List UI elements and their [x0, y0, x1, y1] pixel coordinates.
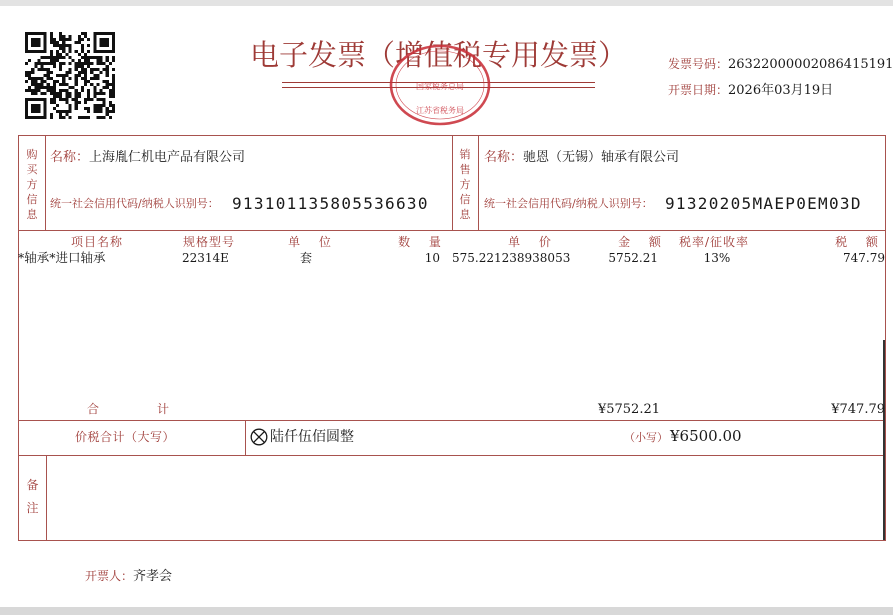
buyer-name [50, 151, 245, 164]
page-edge-line [883, 340, 885, 540]
total-amount: ¥5752.21 [597, 402, 660, 417]
seal-text-bottom: 江苏省税务局 [416, 106, 464, 115]
column-header-unit-price: 单 价 [508, 235, 552, 249]
buyer-tax-id: 913101135805536630 [232, 194, 429, 213]
divider [452, 135, 453, 230]
top-edge-band [0, 0, 893, 6]
seller-section-label: 销售方信息 [459, 148, 471, 221]
invoice-title: 电子发票（增值税专用发票） [250, 38, 628, 72]
issuer-name: 齐孝会 [133, 569, 173, 584]
buyer-tax-id-label: 统一社会信用代码/纳税人识别号： [50, 197, 219, 210]
qr-code [25, 32, 115, 119]
item-quantity: 10 [424, 251, 440, 265]
item-name: *轴承*进口轴承 [18, 250, 106, 265]
buyer-name-value: 上海胤仁机电产品有限公司 [89, 150, 246, 165]
grand-total-upper-case: 陆仟伍佰圆整 [270, 429, 354, 445]
tax-bureau-seal [388, 43, 492, 127]
item-tax: 747.79 [843, 251, 885, 265]
divider [45, 135, 46, 230]
column-header-tax: 税 额 [835, 235, 879, 249]
item-tax-rate: 13% [703, 251, 731, 265]
seal-text-center: 国家税务总局 [416, 82, 464, 91]
item-amount: 5752.21 [608, 251, 658, 265]
divider [18, 230, 885, 231]
divider [46, 455, 47, 540]
column-header-quantity: 数 量 [398, 235, 442, 249]
seller-name [484, 151, 679, 164]
grand-total-lower-value: ¥6500.00 [670, 427, 742, 445]
divider [18, 455, 885, 456]
item-unit-price: 575.221238938053 [452, 251, 571, 265]
invoice-date [668, 81, 833, 97]
column-header-unit: 单 位 [288, 235, 332, 249]
cross-circle-icon [250, 428, 268, 446]
totals-label: 合计 [87, 402, 228, 416]
bottom-edge-band [0, 607, 893, 615]
divider [245, 420, 246, 455]
remarks-label: 备注 [26, 478, 39, 515]
invoice-number-label: 发票号码： [668, 57, 729, 71]
seller-tax-id-label: 统一社会信用代码/纳税人识别号： [484, 197, 653, 210]
item-unit: 套 [299, 251, 312, 265]
invoice-date-value: 2026年03月19日 [728, 83, 834, 98]
column-header-tax-rate: 税率/征收率 [678, 235, 750, 249]
seller-name-label: 名称： [484, 150, 524, 165]
invoice-date-label: 开票日期： [668, 83, 729, 97]
seller-tax-id: 91320205MAEP0EM03D [665, 194, 862, 213]
grand-total-lower-label: （小写） [624, 431, 668, 444]
item-spec: 22314E [182, 251, 229, 265]
seller-name-value: 驰恩（无锡）轴承有限公司 [523, 150, 680, 165]
divider [18, 420, 885, 421]
issuer [85, 567, 172, 583]
column-header-amount: 金 额 [618, 235, 662, 249]
buyer-section-label: 购买方信息 [26, 148, 38, 221]
grand-total-label: 价税合计（大写） [75, 430, 176, 444]
issuer-label: 开票人： [85, 569, 134, 583]
column-header-spec: 规格型号 [182, 235, 235, 249]
total-tax: ¥747.79 [831, 402, 885, 417]
buyer-name-label: 名称： [50, 150, 90, 165]
divider [478, 135, 479, 230]
column-header-item-name: 项目名称 [70, 235, 123, 249]
invoice-number-value: 26322000002086415191 [728, 57, 893, 72]
invoice-number [668, 55, 893, 71]
